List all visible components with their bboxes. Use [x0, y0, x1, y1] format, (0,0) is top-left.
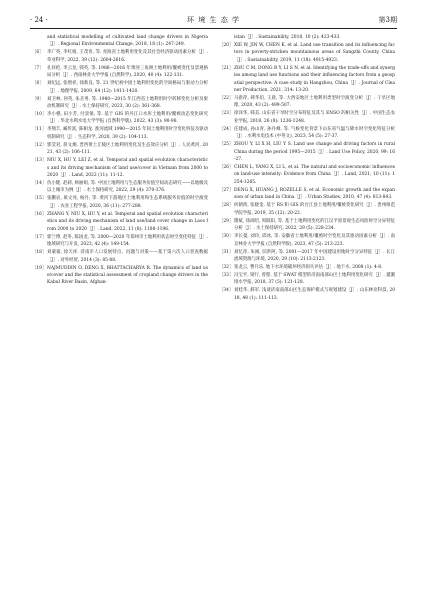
- reference-text: NIU X, HU Y, LEI Z, et al. Temporal and spatial evolution characteristics and its driving mechanism of land use/cover in Vietnam from 2000 to 2020［J］. Land, 2022 (11): 11-12.: [47, 158, 208, 179]
- reference-text: 何朝鸿, 张晓金. 基于 RS 和 GIS 的台江县土地利用/覆被变化研究［J］. 贵州师范学院学报, 2019, 35 (12): 20-22.: [234, 203, 395, 216]
- reference-text: CHEN L, YANG X, LI L, et al. The natural and socioeconomic influences on land-use intensity: Evidence from China［J］. Land, 2021, 10 (11): 1254-1265.: [234, 165, 395, 185]
- reference-number: ［26］: [219, 165, 234, 171]
- reference-number: ［14］: [32, 181, 47, 187]
- reference-entry: [32, 249, 208, 264]
- reference-entry: [219, 264, 395, 271]
- reference-entry: [219, 110, 395, 125]
- reference-text: 刘纪远, 张增祥, 徐新良, 等. 21 世纪初中国土地利用变化的空间格局与驱动力分析［J］. 地理学报, 2009, 64 (12): 1411-1420.: [47, 81, 208, 94]
- reference-number: ［17］: [32, 234, 47, 240]
- reference-entry: [32, 142, 208, 157]
- reference-text: 李长曼, 刘玲, 邱冰, 等. 安徽省土地利用/覆被时空变化及其驱动因素分析［J］. 南京林业大学学报 (自然科学版), 2023, 47 (5): 213-223.: [234, 234, 395, 247]
- reference-number: ［24］: [219, 126, 234, 132]
- issue-number: 第3期: [378, 16, 397, 24]
- reference-entry: [32, 265, 208, 287]
- reference-number: ［7］: [32, 65, 44, 71]
- reference-text: 郭莹君, 蒋文炯. 晋西黄土丘陵区土地利用变化及生态效应分析［J］. 人民黄河, 2021, 43 (2): 106-111.: [47, 142, 208, 156]
- reference-entry: [32, 65, 208, 80]
- reference-entry: [32, 211, 208, 233]
- reference-text: 李翔丰, 臧传富, 陈相龙. 淮河流域 1990—2015 年间土地利用时空变化特征及驱动机制研究［J］. 生态科学, 2020, 39 (2): 104-113.: [47, 127, 208, 140]
- reference-number: ［29］: [219, 218, 234, 224]
- reference-number: ［9］: [32, 96, 44, 102]
- running-header: [30, 14, 397, 26]
- reference-entry: [219, 164, 395, 186]
- reference-entry: [32, 126, 208, 141]
- references-right-column: [219, 34, 395, 303]
- reference-number: ［34］: [219, 288, 234, 294]
- reference-entry: [219, 202, 395, 217]
- reference-number: ［31］: [219, 249, 234, 255]
- reference-entry: [219, 233, 395, 248]
- reference-number: ［15］: [32, 196, 47, 202]
- reference-entry: [32, 49, 208, 64]
- reference-entry: [32, 180, 208, 195]
- reference-number: ［27］: [219, 187, 234, 193]
- reference-text: istan［J］. Sustainability, 2018, 10 (2): 423-433.: [234, 35, 341, 40]
- reference-text: 郭兰博, 赵冬, 陈国龙, 等. 2000—2020 年郑州市土地利用状态时空变化特征［J］. 地域研究与开发, 2023, 42 (4): 149-154.: [47, 234, 209, 248]
- reference-text: ZHANG Y, NIU X, HU Y, et al. Temporal and spatial evolution characteristics and its driving mechanism of land use/land cover change in Laos from 2000 to 2020［J］. Land, 2022, 11 (8): 1188-1196.: [47, 211, 208, 232]
- reference-entry: [32, 195, 208, 210]
- reference-number: ［28］: [219, 203, 234, 209]
- reference-entry: [32, 157, 208, 179]
- reference-entry: [219, 187, 395, 202]
- reference-text: 刘卫林, 何英, 朱圣男, 等. 1980—2015 年江西省土地利用时空转移变化分析及驱动机制研究［J］. 水土保持研究, 2023, 30 (2): 361-368.: [47, 96, 208, 110]
- reference-number: ［23］: [219, 111, 234, 117]
- reference-text: 马新萍, 韩华伯, 王晨, 等. 大西安地区土地利用类型时空演变分析［J］. 干旱区地理, 2020, 43 (2): 499-507.: [234, 96, 395, 109]
- reference-number: ［25］: [219, 142, 234, 148]
- reference-text: 张龙云, 曹升乐. 地下水环境破坏经济损失评估［J］. 地下水, 2008 (1): 4-8.: [234, 264, 383, 270]
- reference-text: XIE W, JIN W, CHEN K, et al. Land use transition and its influencing factors in poverty-stricken mountainous areas of Sangzhi County, China［J］. Sustainability, 2019, 11 (18): 4915-4923.: [234, 43, 395, 63]
- reference-entry: [219, 218, 395, 233]
- references-left-column: [32, 34, 208, 287]
- reference-text: 任建成, 孙山青, 孙丹峰, 等. 气候变化背景下山东省气温与降水时空变化特征分析［J］. 水利水电技术 (中英文), 2023, 54 (5): 27-37.: [234, 126, 395, 140]
- reference-text: NAJMUDDIN O, DENG X, BHATTACHARYA R. The dynamics of land use/cover and the statistical assessment of cropland change drivers in the Kabul River Basin, Afghan-: [47, 265, 208, 286]
- reference-entry: [219, 65, 395, 95]
- reference-number: ［6］: [32, 50, 44, 56]
- reference-number: ［20］: [219, 43, 234, 48]
- reference-entry: [32, 96, 208, 111]
- reference-text: 隋斌, 徐尚昭, 周阳阳, 等. 基于土地利用变化的江汉平原景观生态风险时空分异特征分析［J］. 水土保持研究, 2022, 29 (5): 228-234.: [234, 218, 395, 232]
- reference-number: ［13］: [32, 158, 47, 164]
- reference-text: 刘蒙蒙, 徐天祥. 济南市人口发展特点、问题与对策——基于第六次人口普查数据［J］. 对外经贸, 2014 (3): 85-88.: [47, 250, 208, 263]
- reference-entry: [219, 42, 395, 64]
- reference-entry: [32, 234, 208, 249]
- reference-number: ［11］: [32, 127, 47, 133]
- reference-entry: [219, 272, 395, 287]
- reference-number: ［8］: [32, 81, 44, 87]
- reference-number: ［32］: [219, 264, 234, 270]
- reference-number: ［19］: [32, 265, 47, 271]
- reference-text: ZHU C M, DONG B Y, LI S N, et al. Identifying the trade-offs and synergies among land use functions and their influencing factors from a geospatial perspective: A case study in Hangzhou, China［J］. Journal of Cleaner Production, 2021, 314: 13-20.: [234, 65, 395, 94]
- reference-entry: [219, 249, 395, 264]
- reference-text: 孔祥伦, 李云龙, 韩英, 等. 1986—2016 年黄河三角洲土地利用/覆被变化及景观格局分析［J］. 西南林业大学学报 (自然科学), 2020, 40 (4): 122-131.: [47, 65, 208, 79]
- reference-entry: [219, 141, 395, 163]
- page-number: · 24 ·: [30, 16, 48, 24]
- reference-entry: [32, 111, 208, 126]
- reference-text: 冯宝平, 梁行, 曾程. 基于 SWAT 模型的济南南部山区土地利用变化研究［J］. 灌溉排水学报, 2018, 37 (5): 121-128.: [234, 272, 395, 286]
- reference-text: and statistical modelling of cultivated land change drivers in Nigeria［J］. Regional Environmental Change, 2018, 18 (1): 247-249.: [47, 35, 208, 48]
- reference-number: ［10］: [32, 112, 47, 118]
- reference-text: 李广英, 李红娟, 王茂青, 等. 青海省土地利用变化及其社会经济驱动因素分析［J］. 草业科学, 2022, 39 (12): 2604-2616.: [47, 50, 208, 63]
- reference-entry: [219, 126, 395, 141]
- reference-text: 仇小键, 赵莉, 师丽娟, 等. 中国土地利用与生态服务价值空间动态研究——以地级及以上城市为例［J］. 水土保持研究, 2022, 29 (4): 370-376.: [47, 181, 208, 194]
- reference-text: 李小樵, 田小芳, 付景保, 等. 基于 GIS 的丹江口水库土地利用/覆被动态变化研究［J］. 华北水利水电大学学报 (自然科学版), 2022, 43 (3): 90-98.: [47, 112, 208, 125]
- reference-text: DENG X, HUANG J, ROZELLE S, et al. Economic growth and the expansion of urban land in China［J］. Urban Studies, 2010, 47 (4): 813-843.: [234, 187, 395, 201]
- reference-text: 刘桂华, 郝军. 浅谈济南南部山区生态保护模式与规划建设［J］. 山东林业科技, 2018, 48 (1): 111-113.: [234, 288, 395, 301]
- reference-entry: [219, 34, 395, 41]
- reference-text: ZHOU Y, LI X H, LIU Y S. Land use change and driving factors in rural China during the period 1995—2015［J］. Land Use Policy, 2020, 99: 16-27.: [234, 142, 395, 163]
- reference-number: ［18］: [32, 250, 47, 256]
- reference-entry: [219, 95, 395, 110]
- reference-entry: [32, 34, 208, 49]
- header-rule: [30, 28, 397, 29]
- reference-entry: [219, 287, 395, 302]
- reference-text: 刘忆萍, 朱闽, 旧洪阿, 等. 2001—2017 年中国建设用地时空分异特征［J］. 长江流域资源与环境, 2020, 29 (10): 2113-2123.: [234, 249, 395, 262]
- reference-text: 张鹏岩, 耿文亮, 杨丹, 等. 黄河下游地区土地利用和生态系统服务价值的时空演变［J］. 农业工程学报, 2020, 36 (11): 277-288.: [47, 196, 208, 209]
- reference-text: 徐泽华, 韩美. 山东省干旱时空分布特征及其与 ENSO 的相关性［J］. 中国生态农业学报, 2018, 26 (8): 1236-1248.: [234, 111, 395, 124]
- reference-entry: [32, 80, 208, 95]
- reference-number: ［21］: [219, 65, 234, 71]
- reference-number: ［12］: [32, 142, 47, 148]
- reference-number: ［33］: [219, 272, 234, 278]
- reference-number: ［16］: [32, 211, 47, 217]
- reference-number: ［22］: [219, 96, 234, 102]
- journal-title: 环 境 生 态 学: [187, 16, 240, 24]
- reference-number: ［30］: [219, 234, 234, 240]
